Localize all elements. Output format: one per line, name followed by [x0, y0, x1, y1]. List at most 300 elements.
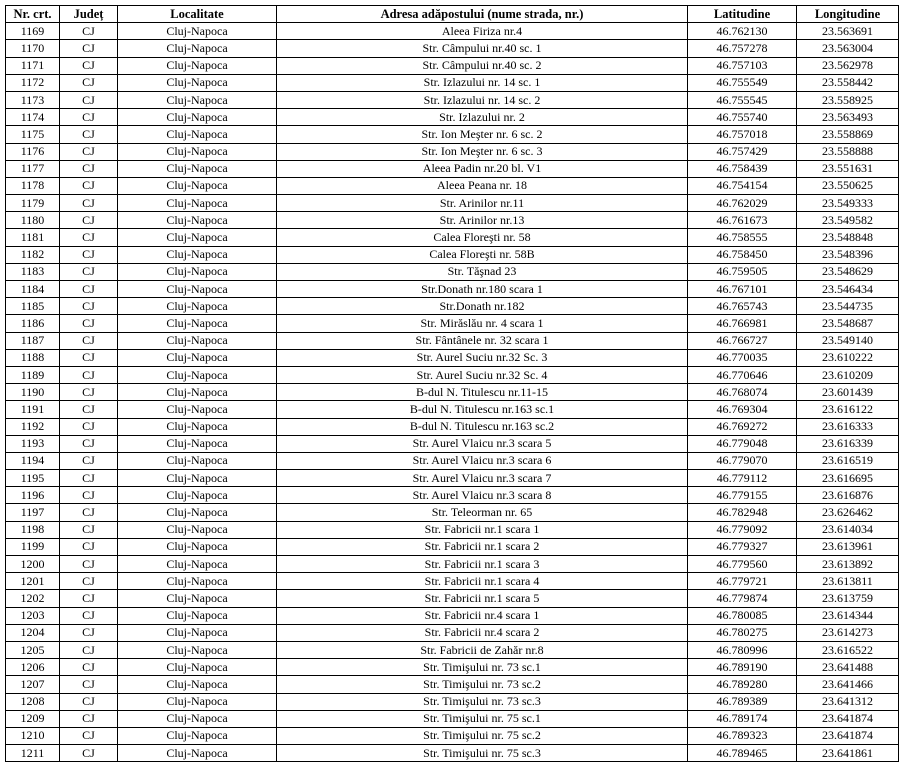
- cell-localitate: Cluj-Napoca: [118, 74, 277, 91]
- cell-longitudine: 23.616122: [797, 401, 899, 418]
- table-row: [6, 504, 899, 521]
- cell-judet: CJ: [60, 745, 118, 762]
- cell-adresa: Str. Izlazului nr. 2: [277, 109, 688, 126]
- cell-localitate: Cluj-Napoca: [118, 332, 277, 349]
- cell-judet: CJ: [60, 332, 118, 349]
- cell-nr: 1190: [6, 384, 60, 401]
- shelter-table: [5, 5, 899, 762]
- table-row: [6, 366, 899, 383]
- cell-localitate: Cluj-Napoca: [118, 504, 277, 521]
- cell-adresa: Str. Aurel Suciu nr.32 Sc. 3: [277, 349, 688, 366]
- header-adresa: Adresa adăpostului (nume strada, nr.): [277, 6, 688, 23]
- cell-longitudine: 23.613759: [797, 590, 899, 607]
- cell-latitudine: 46.766981: [688, 315, 797, 332]
- cell-nr: 1195: [6, 470, 60, 487]
- cell-judet: CJ: [60, 573, 118, 590]
- table-row: [6, 229, 899, 246]
- cell-longitudine: 23.641312: [797, 693, 899, 710]
- cell-judet: CJ: [60, 177, 118, 194]
- table-row: [6, 607, 899, 624]
- cell-latitudine: 46.779721: [688, 573, 797, 590]
- cell-latitudine: 46.779048: [688, 435, 797, 452]
- cell-latitudine: 46.769272: [688, 418, 797, 435]
- cell-adresa: Calea Floreşti nr. 58B: [277, 246, 688, 263]
- cell-adresa: Calea Floreşti nr. 58: [277, 229, 688, 246]
- cell-nr: 1192: [6, 418, 60, 435]
- cell-nr: 1179: [6, 195, 60, 212]
- cell-latitudine: 46.779155: [688, 487, 797, 504]
- cell-latitudine: 46.789323: [688, 727, 797, 744]
- cell-latitudine: 46.779112: [688, 470, 797, 487]
- cell-nr: 1188: [6, 349, 60, 366]
- cell-adresa: B-dul N. Titulescu nr.163 sc.2: [277, 418, 688, 435]
- cell-nr: 1172: [6, 74, 60, 91]
- cell-judet: CJ: [60, 693, 118, 710]
- cell-localitate: Cluj-Napoca: [118, 143, 277, 160]
- cell-adresa: B-dul N. Titulescu nr.11-15: [277, 384, 688, 401]
- cell-nr: 1185: [6, 298, 60, 315]
- cell-localitate: Cluj-Napoca: [118, 40, 277, 57]
- cell-judet: CJ: [60, 126, 118, 143]
- cell-adresa: Str. Izlazului nr. 14 sc. 1: [277, 74, 688, 91]
- header-longitudine: Longitudine: [797, 6, 899, 23]
- cell-judet: CJ: [60, 349, 118, 366]
- cell-latitudine: 46.762029: [688, 195, 797, 212]
- cell-judet: CJ: [60, 435, 118, 452]
- cell-adresa: Str. Fabricii de Zahăr nr.8: [277, 641, 688, 658]
- cell-adresa: Str. Fântânele nr. 32 scara 1: [277, 332, 688, 349]
- cell-adresa: Str. Aurel Vlaicu nr.3 scara 6: [277, 452, 688, 469]
- cell-latitudine: 46.755740: [688, 109, 797, 126]
- table-row: [6, 195, 899, 212]
- cell-nr: 1194: [6, 452, 60, 469]
- table-row: [6, 727, 899, 744]
- cell-longitudine: 23.558888: [797, 143, 899, 160]
- cell-latitudine: 46.769304: [688, 401, 797, 418]
- table-row: [6, 745, 899, 762]
- cell-nr: 1177: [6, 160, 60, 177]
- cell-latitudine: 46.789174: [688, 710, 797, 727]
- cell-longitudine: 23.641874: [797, 727, 899, 744]
- cell-adresa: Aleea Firiza nr.4: [277, 23, 688, 40]
- cell-adresa: Str. Fabricii nr.1 scara 3: [277, 556, 688, 573]
- cell-latitudine: 46.759505: [688, 263, 797, 280]
- table-row: [6, 212, 899, 229]
- cell-latitudine: 46.789280: [688, 676, 797, 693]
- cell-judet: CJ: [60, 91, 118, 108]
- cell-latitudine: 46.758555: [688, 229, 797, 246]
- cell-nr: 1209: [6, 710, 60, 727]
- table-row: [6, 556, 899, 573]
- cell-judet: CJ: [60, 23, 118, 40]
- cell-judet: CJ: [60, 263, 118, 280]
- cell-longitudine: 23.549333: [797, 195, 899, 212]
- cell-localitate: Cluj-Napoca: [118, 349, 277, 366]
- cell-adresa: Str. Tăşnad 23: [277, 263, 688, 280]
- cell-localitate: Cluj-Napoca: [118, 745, 277, 762]
- cell-latitudine: 46.755549: [688, 74, 797, 91]
- table-row: [6, 590, 899, 607]
- cell-longitudine: 23.551631: [797, 160, 899, 177]
- cell-localitate: Cluj-Napoca: [118, 607, 277, 624]
- table-row: [6, 384, 899, 401]
- cell-latitudine: 46.765743: [688, 298, 797, 315]
- cell-latitudine: 46.782948: [688, 504, 797, 521]
- cell-judet: CJ: [60, 641, 118, 658]
- cell-latitudine: 46.754154: [688, 177, 797, 194]
- table-row: [6, 435, 899, 452]
- table-row: [6, 521, 899, 538]
- cell-nr: 1210: [6, 727, 60, 744]
- cell-adresa: Str. Mirăslău nr. 4 scara 1: [277, 315, 688, 332]
- table-row: [6, 676, 899, 693]
- table-row: [6, 74, 899, 91]
- cell-nr: 1171: [6, 57, 60, 74]
- cell-adresa: Str. Câmpului nr.40 sc. 1: [277, 40, 688, 57]
- cell-adresa: Str. Aurel Vlaicu nr.3 scara 7: [277, 470, 688, 487]
- cell-localitate: Cluj-Napoca: [118, 556, 277, 573]
- cell-latitudine: 46.789465: [688, 745, 797, 762]
- cell-longitudine: 23.548848: [797, 229, 899, 246]
- cell-latitudine: 46.755545: [688, 91, 797, 108]
- cell-longitudine: 23.613961: [797, 538, 899, 555]
- table-row: [6, 538, 899, 555]
- cell-longitudine: 23.616333: [797, 418, 899, 435]
- cell-judet: CJ: [60, 607, 118, 624]
- cell-adresa: Str. Fabricii nr.4 scara 2: [277, 624, 688, 641]
- cell-localitate: Cluj-Napoca: [118, 487, 277, 504]
- cell-latitudine: 46.779327: [688, 538, 797, 555]
- cell-adresa: Aleea Padin nr.20 bl. V1: [277, 160, 688, 177]
- cell-nr: 1203: [6, 607, 60, 624]
- table-row: [6, 470, 899, 487]
- cell-localitate: Cluj-Napoca: [118, 177, 277, 194]
- cell-localitate: Cluj-Napoca: [118, 693, 277, 710]
- cell-adresa: Str. Aurel Suciu nr.32 Sc. 4: [277, 366, 688, 383]
- cell-longitudine: 23.558442: [797, 74, 899, 91]
- table-row: [6, 573, 899, 590]
- table-row: [6, 315, 899, 332]
- cell-adresa: Str. Ion Meşter nr. 6 sc. 2: [277, 126, 688, 143]
- header-latitudine: Latitudine: [688, 6, 797, 23]
- cell-localitate: Cluj-Napoca: [118, 212, 277, 229]
- cell-nr: 1181: [6, 229, 60, 246]
- cell-localitate: Cluj-Napoca: [118, 418, 277, 435]
- cell-adresa: Str. Arinilor nr.13: [277, 212, 688, 229]
- table-row: [6, 40, 899, 57]
- cell-adresa: Str. Timişului nr. 75 sc.1: [277, 710, 688, 727]
- cell-adresa: Str. Timişului nr. 73 sc.1: [277, 659, 688, 676]
- table-row: [6, 641, 899, 658]
- cell-judet: CJ: [60, 418, 118, 435]
- cell-judet: CJ: [60, 143, 118, 160]
- cell-longitudine: 23.626462: [797, 504, 899, 521]
- table-row: [6, 349, 899, 366]
- cell-nr: 1197: [6, 504, 60, 521]
- cell-localitate: Cluj-Napoca: [118, 538, 277, 555]
- cell-judet: CJ: [60, 470, 118, 487]
- cell-judet: CJ: [60, 315, 118, 332]
- cell-judet: CJ: [60, 590, 118, 607]
- cell-nr: 1200: [6, 556, 60, 573]
- cell-localitate: Cluj-Napoca: [118, 298, 277, 315]
- cell-localitate: Cluj-Napoca: [118, 91, 277, 108]
- cell-adresa: Str. Fabricii nr.1 scara 5: [277, 590, 688, 607]
- cell-longitudine: 23.610222: [797, 349, 899, 366]
- cell-longitudine: 23.546434: [797, 281, 899, 298]
- cell-longitudine: 23.613811: [797, 573, 899, 590]
- table-row: [6, 160, 899, 177]
- cell-localitate: Cluj-Napoca: [118, 384, 277, 401]
- table-row: [6, 659, 899, 676]
- cell-nr: 1199: [6, 538, 60, 555]
- cell-judet: CJ: [60, 624, 118, 641]
- cell-latitudine: 46.758450: [688, 246, 797, 263]
- cell-localitate: Cluj-Napoca: [118, 57, 277, 74]
- cell-judet: CJ: [60, 212, 118, 229]
- cell-nr: 1182: [6, 246, 60, 263]
- cell-latitudine: 46.757429: [688, 143, 797, 160]
- cell-nr: 1176: [6, 143, 60, 160]
- table-header: [6, 6, 899, 23]
- cell-longitudine: 23.549140: [797, 332, 899, 349]
- cell-judet: CJ: [60, 109, 118, 126]
- cell-nr: 1191: [6, 401, 60, 418]
- cell-adresa: Str. Fabricii nr.1 scara 1: [277, 521, 688, 538]
- cell-nr: 1180: [6, 212, 60, 229]
- cell-nr: 1175: [6, 126, 60, 143]
- table-row: [6, 91, 899, 108]
- cell-localitate: Cluj-Napoca: [118, 263, 277, 280]
- cell-longitudine: 23.610209: [797, 366, 899, 383]
- cell-judet: CJ: [60, 727, 118, 744]
- cell-judet: CJ: [60, 504, 118, 521]
- cell-nr: 1206: [6, 659, 60, 676]
- table-body: [6, 23, 899, 762]
- cell-localitate: Cluj-Napoca: [118, 573, 277, 590]
- table-row: [6, 246, 899, 263]
- cell-localitate: Cluj-Napoca: [118, 624, 277, 641]
- cell-nr: 1193: [6, 435, 60, 452]
- cell-longitudine: 23.558869: [797, 126, 899, 143]
- table-row: [6, 23, 899, 40]
- table-row: [6, 177, 899, 194]
- cell-longitudine: 23.641488: [797, 659, 899, 676]
- cell-judet: CJ: [60, 57, 118, 74]
- table-row: [6, 401, 899, 418]
- cell-nr: 1189: [6, 366, 60, 383]
- cell-nr: 1173: [6, 91, 60, 108]
- cell-longitudine: 23.548687: [797, 315, 899, 332]
- cell-longitudine: 23.548629: [797, 263, 899, 280]
- cell-longitudine: 23.616519: [797, 452, 899, 469]
- cell-nr: 1196: [6, 487, 60, 504]
- cell-latitudine: 46.768074: [688, 384, 797, 401]
- cell-longitudine: 23.613892: [797, 556, 899, 573]
- cell-judet: CJ: [60, 298, 118, 315]
- header-localitate: Localitate: [118, 6, 277, 23]
- cell-adresa: Aleea Peana nr. 18: [277, 177, 688, 194]
- cell-longitudine: 23.601439: [797, 384, 899, 401]
- cell-latitudine: 46.766727: [688, 332, 797, 349]
- cell-localitate: Cluj-Napoca: [118, 710, 277, 727]
- cell-adresa: Str. Aurel Vlaicu nr.3 scara 5: [277, 435, 688, 452]
- cell-adresa: Str. Timişului nr. 73 sc.2: [277, 676, 688, 693]
- cell-latitudine: 46.780275: [688, 624, 797, 641]
- table-row: [6, 693, 899, 710]
- cell-longitudine: 23.614273: [797, 624, 899, 641]
- cell-longitudine: 23.616876: [797, 487, 899, 504]
- cell-adresa: Str. Câmpului nr.40 sc. 2: [277, 57, 688, 74]
- cell-longitudine: 23.616339: [797, 435, 899, 452]
- cell-localitate: Cluj-Napoca: [118, 452, 277, 469]
- header-row: [6, 6, 899, 23]
- cell-latitudine: 46.779560: [688, 556, 797, 573]
- cell-latitudine: 46.789190: [688, 659, 797, 676]
- cell-longitudine: 23.563004: [797, 40, 899, 57]
- cell-longitudine: 23.558925: [797, 91, 899, 108]
- cell-nr: 1208: [6, 693, 60, 710]
- table-row: [6, 710, 899, 727]
- cell-localitate: Cluj-Napoca: [118, 641, 277, 658]
- cell-judet: CJ: [60, 246, 118, 263]
- cell-localitate: Cluj-Napoca: [118, 727, 277, 744]
- cell-nr: 1184: [6, 281, 60, 298]
- table-row: [6, 332, 899, 349]
- cell-localitate: Cluj-Napoca: [118, 659, 277, 676]
- cell-nr: 1201: [6, 573, 60, 590]
- cell-latitudine: 46.757103: [688, 57, 797, 74]
- cell-latitudine: 46.762130: [688, 23, 797, 40]
- cell-longitudine: 23.614344: [797, 607, 899, 624]
- cell-adresa: Str. Arinilor nr.11: [277, 195, 688, 212]
- cell-longitudine: 23.563691: [797, 23, 899, 40]
- cell-adresa: Str.Donath nr.180 scara 1: [277, 281, 688, 298]
- cell-localitate: Cluj-Napoca: [118, 281, 277, 298]
- cell-longitudine: 23.562978: [797, 57, 899, 74]
- cell-longitudine: 23.614034: [797, 521, 899, 538]
- cell-judet: CJ: [60, 281, 118, 298]
- cell-judet: CJ: [60, 229, 118, 246]
- cell-judet: CJ: [60, 452, 118, 469]
- cell-latitudine: 46.757278: [688, 40, 797, 57]
- cell-judet: CJ: [60, 659, 118, 676]
- cell-longitudine: 23.563493: [797, 109, 899, 126]
- cell-nr: 1183: [6, 263, 60, 280]
- cell-localitate: Cluj-Napoca: [118, 315, 277, 332]
- cell-latitudine: 46.780085: [688, 607, 797, 624]
- cell-judet: CJ: [60, 556, 118, 573]
- cell-latitudine: 46.767101: [688, 281, 797, 298]
- cell-localitate: Cluj-Napoca: [118, 401, 277, 418]
- cell-longitudine: 23.548396: [797, 246, 899, 263]
- table-row: [6, 281, 899, 298]
- cell-latitudine: 46.780996: [688, 641, 797, 658]
- cell-judet: CJ: [60, 521, 118, 538]
- cell-judet: CJ: [60, 710, 118, 727]
- cell-adresa: Str. Ion Meşter nr. 6 sc. 3: [277, 143, 688, 160]
- cell-judet: CJ: [60, 366, 118, 383]
- table-row: [6, 418, 899, 435]
- cell-nr: 1207: [6, 676, 60, 693]
- cell-localitate: Cluj-Napoca: [118, 521, 277, 538]
- cell-adresa: Str. Izlazului nr. 14 sc. 2: [277, 91, 688, 108]
- cell-adresa: Str. Timişului nr. 75 sc.2: [277, 727, 688, 744]
- table-row: [6, 263, 899, 280]
- cell-adresa: Str. Teleorman nr. 65: [277, 504, 688, 521]
- table-row: [6, 624, 899, 641]
- table-row: [6, 57, 899, 74]
- cell-localitate: Cluj-Napoca: [118, 229, 277, 246]
- cell-latitudine: 46.779070: [688, 452, 797, 469]
- cell-latitudine: 46.779874: [688, 590, 797, 607]
- cell-nr: 1205: [6, 641, 60, 658]
- cell-nr: 1186: [6, 315, 60, 332]
- table-row: [6, 487, 899, 504]
- table-row: [6, 126, 899, 143]
- cell-nr: 1170: [6, 40, 60, 57]
- cell-adresa: Str. Timişului nr. 73 sc.3: [277, 693, 688, 710]
- table-row: [6, 143, 899, 160]
- cell-localitate: Cluj-Napoca: [118, 590, 277, 607]
- cell-nr: 1178: [6, 177, 60, 194]
- cell-nr: 1202: [6, 590, 60, 607]
- cell-adresa: Str. Fabricii nr.1 scara 4: [277, 573, 688, 590]
- cell-localitate: Cluj-Napoca: [118, 366, 277, 383]
- cell-adresa: B-dul N. Titulescu nr.163 sc.1: [277, 401, 688, 418]
- table-row: [6, 452, 899, 469]
- header-nr: Nr. crt.: [6, 6, 60, 23]
- cell-latitudine: 46.758439: [688, 160, 797, 177]
- cell-judet: CJ: [60, 74, 118, 91]
- cell-longitudine: 23.616695: [797, 470, 899, 487]
- table-row: [6, 109, 899, 126]
- cell-judet: CJ: [60, 40, 118, 57]
- cell-nr: 1187: [6, 332, 60, 349]
- cell-localitate: Cluj-Napoca: [118, 109, 277, 126]
- cell-longitudine: 23.641861: [797, 745, 899, 762]
- cell-localitate: Cluj-Napoca: [118, 160, 277, 177]
- cell-longitudine: 23.544735: [797, 298, 899, 315]
- cell-localitate: Cluj-Napoca: [118, 126, 277, 143]
- cell-adresa: Str.Donath nr.182: [277, 298, 688, 315]
- cell-longitudine: 23.641466: [797, 676, 899, 693]
- cell-localitate: Cluj-Napoca: [118, 676, 277, 693]
- cell-localitate: Cluj-Napoca: [118, 435, 277, 452]
- cell-judet: CJ: [60, 676, 118, 693]
- cell-judet: CJ: [60, 195, 118, 212]
- cell-adresa: Str. Fabricii nr.1 scara 2: [277, 538, 688, 555]
- cell-latitudine: 46.789389: [688, 693, 797, 710]
- header-judet: Județ: [60, 6, 118, 23]
- cell-judet: CJ: [60, 401, 118, 418]
- cell-localitate: Cluj-Napoca: [118, 195, 277, 212]
- cell-judet: CJ: [60, 384, 118, 401]
- cell-longitudine: 23.550625: [797, 177, 899, 194]
- cell-longitudine: 23.616522: [797, 641, 899, 658]
- cell-judet: CJ: [60, 538, 118, 555]
- cell-longitudine: 23.641874: [797, 710, 899, 727]
- cell-localitate: Cluj-Napoca: [118, 23, 277, 40]
- cell-localitate: Cluj-Napoca: [118, 246, 277, 263]
- cell-latitudine: 46.770646: [688, 366, 797, 383]
- cell-latitudine: 46.779092: [688, 521, 797, 538]
- cell-nr: 1198: [6, 521, 60, 538]
- cell-nr: 1204: [6, 624, 60, 641]
- cell-judet: CJ: [60, 487, 118, 504]
- cell-nr: 1174: [6, 109, 60, 126]
- cell-localitate: Cluj-Napoca: [118, 470, 277, 487]
